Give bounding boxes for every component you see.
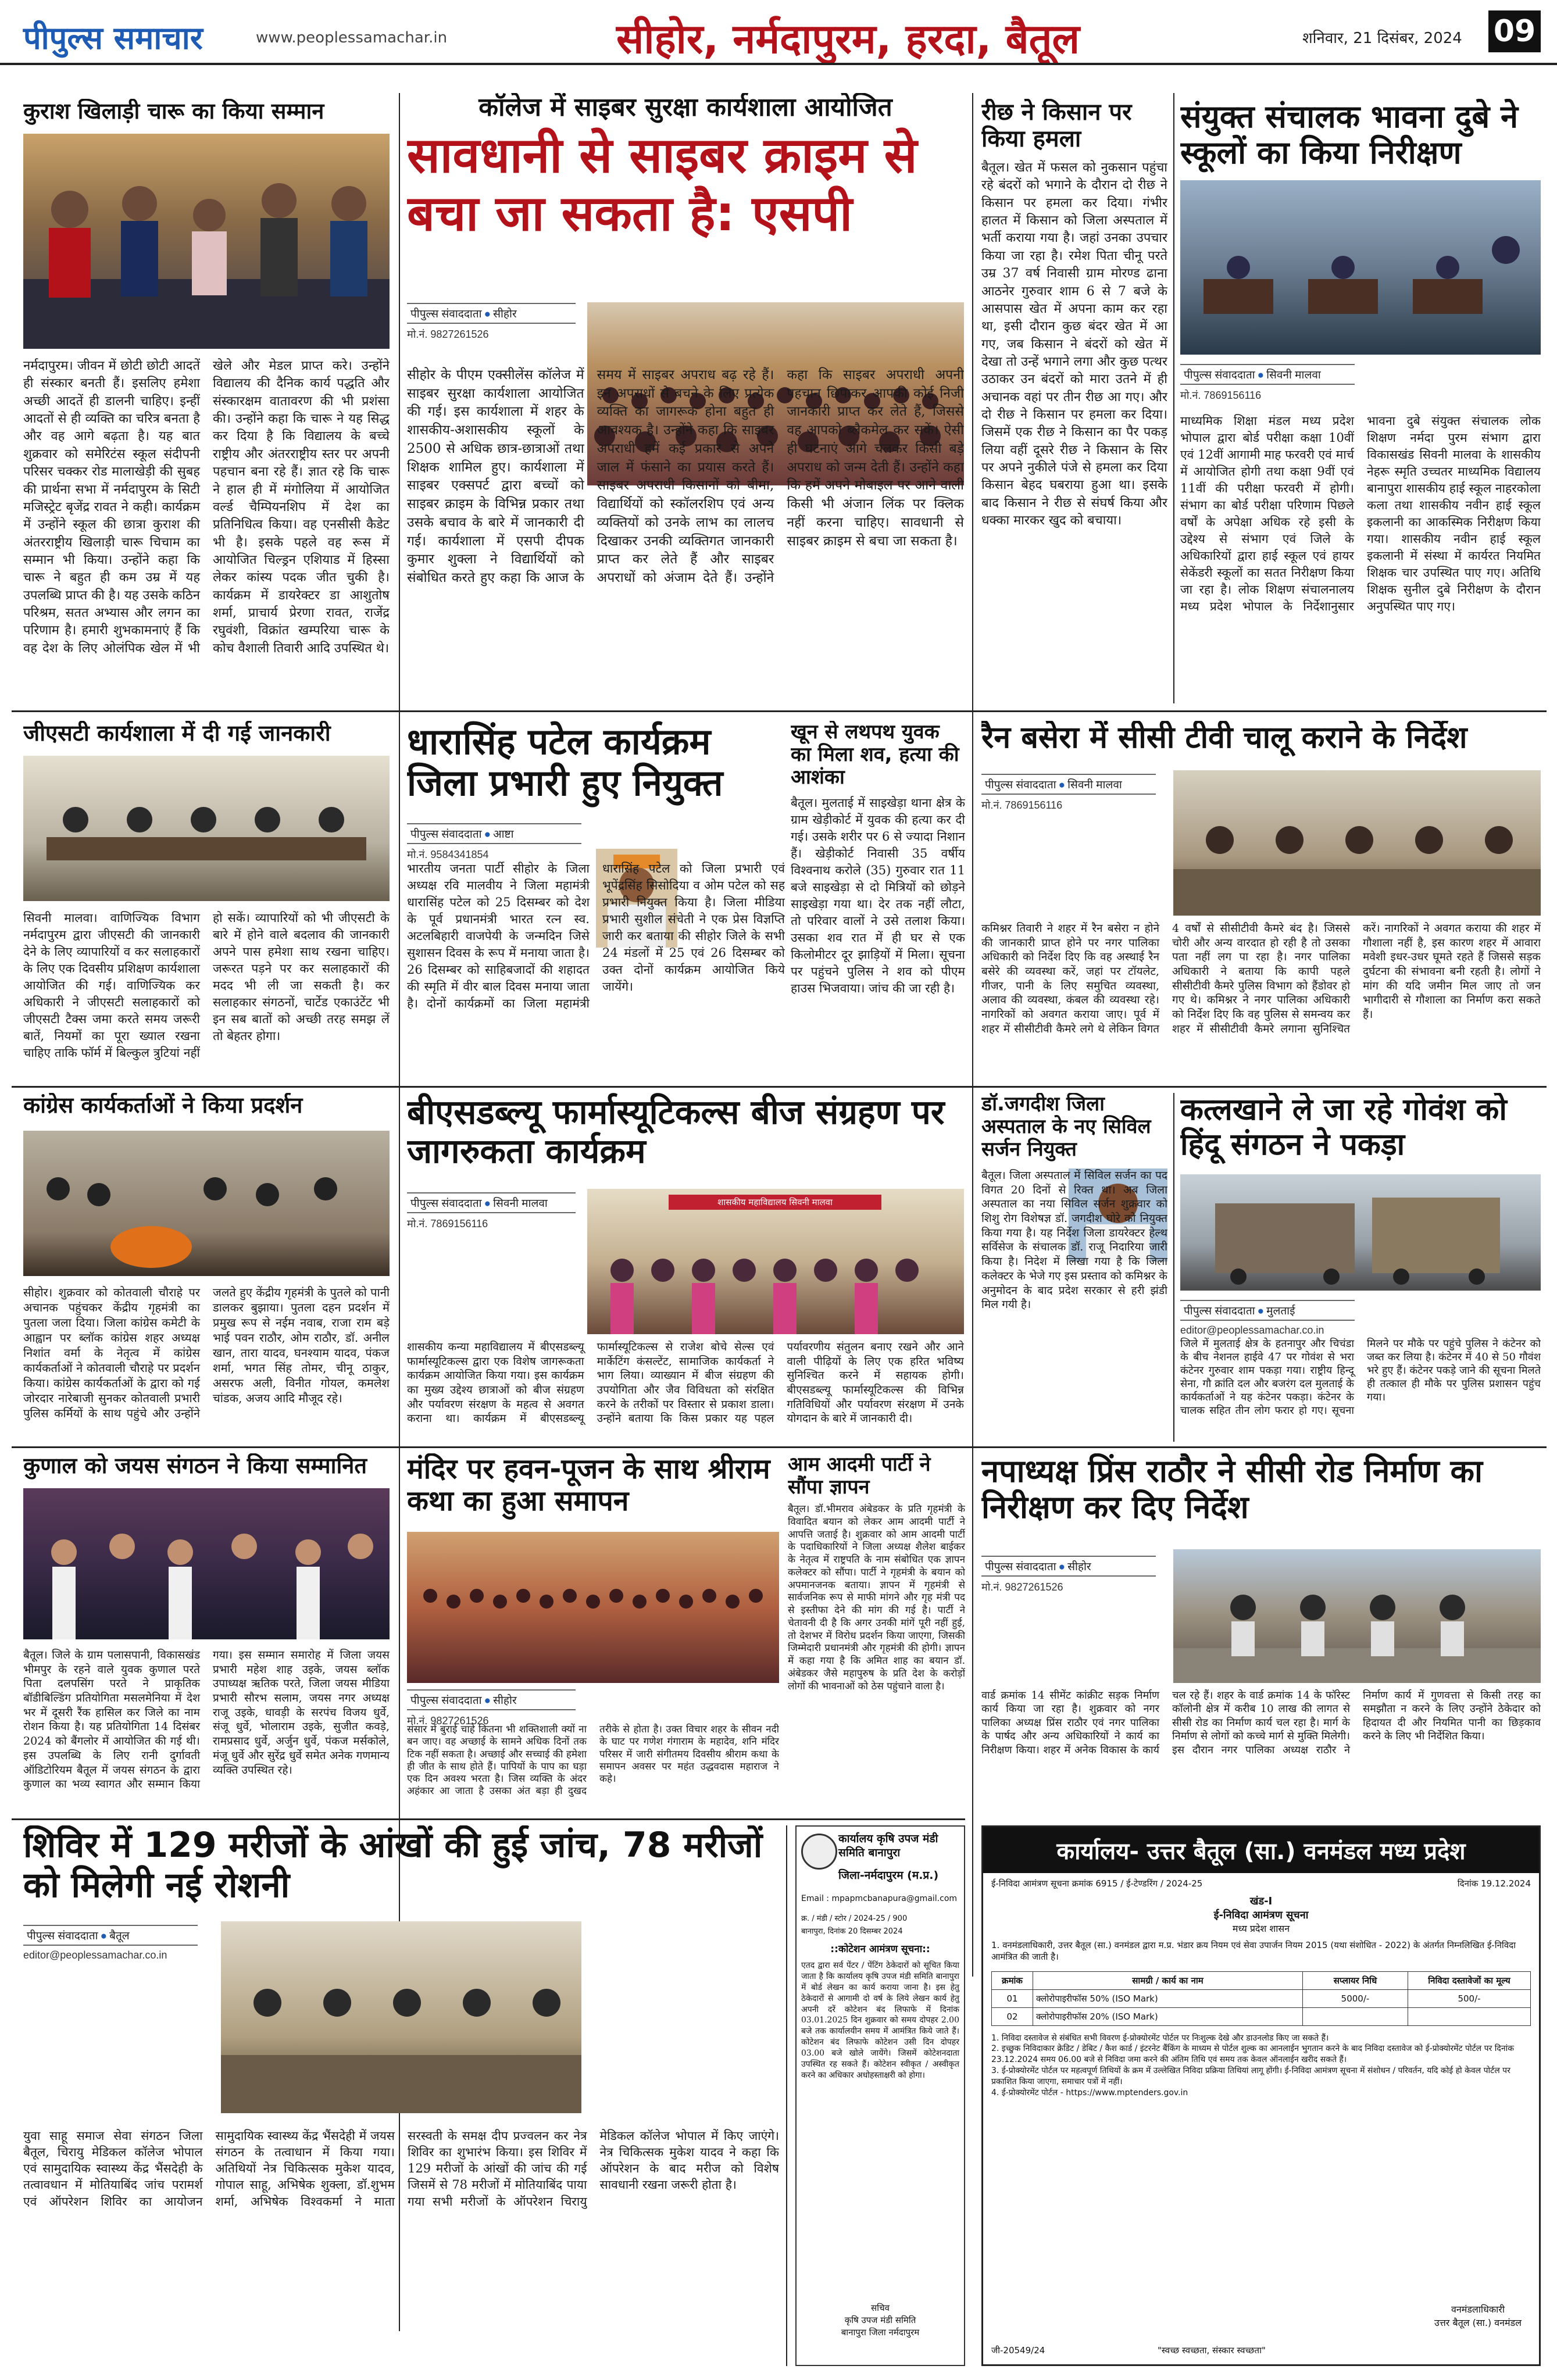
ad-section: खंड-I bbox=[1249, 1895, 1273, 1907]
article-body: बैतूल। जिले के ग्राम पलासपानी, विकासखंड भीमपुर के रहने वाले युवक कुणाल परते पिता दलपसिंग परते ने प्राकृतिक बॉडीबिल्डिंग प्रतियोगिता मसलमेनिया में देश भर में दूसरी रैंक हासिल कर जिले का नाम रोशन किया है। यह प्रतियोगिता 14 दिसंबर 2024 को बैंगलोर में आयोजित की गई थी। इस उपलब्धि के लिए रानी दुर्गावती ऑडिटोरियम बैतूल में जयस संगठन के द्वारा कुणाल का भव्य स्वागत और सम्मान किया गया। इस सम्मान समारोह में जिला जयस प्रभारी महेश शाह उइके, जयस ब्लॉक उपाध्यक्ष ऋतिक परते, जिला जयस मीडिया प्रभारी सौरभ सलाम, जयस नगर अध्यक्ष राजू उइके, धावड़ी के सरपंच विजय धुर्वे, संजू धुर्वे, भोलाराम उइके, सुजीत कवड़े, रामप्रसाद धुर्वे, अर्जुन धुर्वे, पंकज मर्सकोले, मंजू धुर्वे और सुरेंद्र धुर्वे समेत अनेक गणमान्य व्यक्ति उपस्थित रहे। bbox=[23, 1649, 390, 1791]
ad-mandi-quotation bbox=[795, 1825, 965, 2366]
cell-price bbox=[1408, 2007, 1531, 2025]
cell-price: 500/- bbox=[1408, 1989, 1531, 2007]
headline: संयुक्त संचालक भावना दुबे ने स्कूलों का किया निरीक्षण bbox=[1180, 99, 1519, 171]
ad-dateline: बानापुरा, दिनांक 20 दिसम्बर 2024 bbox=[801, 1927, 903, 1936]
headline: कांग्रेस कार्यकर्ताओं ने किया प्रदर्शन bbox=[23, 1093, 303, 1118]
ad-notes bbox=[983, 2029, 1539, 2102]
article-body: संसार में बुराई चाहे कितना भी शक्तिशाली क्यों ना बन जाए। वह अच्छाई के सामने अधिक दिनों तक टिक नहीं सकता है। अच्छाई और सच्चाई की हमेशा ही जीत के साथ होते हैं। पापियों के पाप का घड़ा एक दिन अवश्य भरता है। जिस व्यक्ति के अंदर अहंकार आ जाता है उसका अंत बड़ा ही दुखद तरीके से होता है। उक्त विचार शहर के सीवन नदी के घाट पर गणेश गंगाराम के महादेव, शनि मंदिर परिसर में जारी संगीतमय दिवसीय श्रीराम कथा के समापन अवसर पर महंत उद्धवदास महाराज ने कहे। bbox=[407, 1724, 779, 1797]
ad-sign-2: कृषि उपज मंडी समिति bbox=[844, 2315, 916, 2325]
article-dharasingh bbox=[407, 721, 785, 1081]
article-body: सिवनी मालवा। वाणिज्यिक विभाग नर्मदापुरम द्वारा जीएसटी की जानकारी देने के लिए व्यापारियों व कर सलाहकारों के लिए एक दिवसीय प्रशिक्षण कार्यशाला आयोजित की गई। वाणिज्यिक कर अधिकारी ने जीएसटी सलाहकारों को जीएसटी टैक्स जमा करते समय जरूरी बातें, नियमों का पूरा ख्याल रखना चाहिए ताकि फॉर्म में बिल्कुल त्रुटियां नहीं हो सकें। व्यापारियों को भी जीएसटी के बारे में होने वाले बदलाव की जानकारी अपने पास हमेशा साथ रखना चाहिए। जरूरत पड़ने पर कर सलाहकारों की मदद भी ली जा सकती है। कर सलाहकार संगठनों, चार्टेड एकाउंटेंट भी इन सब बातों को अच्छी तरह समझ लें तो बेहतर होगा। bbox=[23, 911, 390, 1060]
headline: कुराश खिलाड़ी चारू का किया सम्मान bbox=[23, 99, 324, 124]
byline: पीपुल्स संवाददाता ● सीहोर bbox=[407, 1689, 576, 1710]
byline: पीपुल्स संवाददाता ● बैतूल bbox=[23, 1925, 198, 1946]
article-bsw-pharma bbox=[407, 1093, 964, 1442]
photo-road-inspection bbox=[1173, 1549, 1541, 1683]
article-school-inspection bbox=[1180, 99, 1541, 703]
table-row bbox=[992, 1989, 1531, 2007]
note-1: 1. निविदा दस्तावेज से संबंधित सभी विवरण ई-प्रोक्योरमेंट पोर्टल पर निःशुल्क देखे और डाउनलोड किए जा सकते हैं। bbox=[991, 2033, 1329, 2043]
photo-college-group bbox=[587, 1189, 964, 1334]
article-murder bbox=[791, 721, 965, 1081]
article-gst-workshop bbox=[23, 721, 390, 1081]
email[interactable]: editor@peoplessamachar.co.in bbox=[23, 1949, 167, 1961]
photo-classroom bbox=[1180, 180, 1541, 355]
article-body: भारतीय जनता पार्टी सीहोर के जिला अध्यक्ष रवि मालवीय ने जिला महामंत्री धारासिंह पटेल को 25 दिसम्बर को देश के पूर्व प्रधानमंत्री भारत रत्न स्व. अटलबिहारी वाजपेयी के जन्मदिन जिसे सुशासन दिवस के रूप में मनाया जाता है। 26 दिसम्बर को साहिबजादों की शहादत की स्मृति में वीर बाल दिवस मनाया जाता है। दोनों कार्यक्रमों का जिला महामंत्री धारासिंह पटेल को जिला प्रभारी एवं भूपेंद्रसिंह सिसोदिया व ओम पटेल को सह प्रभारी नियुक्त किया है। जिला मीडिया प्रभारी सुशील संचेती ने एक प्रेस विज्ञप्ति जारी कर बताया की सीहोर जिले के सभी 24 मंडलों में 25 एवं 26 दिसम्बर को उक्त दोनों कार्यक्रम आयोजित किये जायेंगे। bbox=[407, 862, 785, 1010]
article-body: बैतूल। डॉ.भीमराव अंबेडकर के प्रति गृहमंत्री के विवादित बयान को लेकर आम आदमी पार्टी ने आपत्ति जताई है। शुक्रवार को आम आदमी पार्टी के पदाधिकारियों ने जिला अध्यक्ष शैलेश बाईकर के नेतृत्व में राष्ट्रपति के नाम संबोधित एक ज्ञापन कलेक्टर को सौंपा। पार्टी ने गृहमंत्री के बयान को अपमानजनक बताया। ज्ञापन में गृहमंत्री से सार्वजनिक रूप से माफी मांगने और गृह मंत्री पद से इस्तीफा देने की मांग की गई है। पार्टी ने चेतावनी दी है कि अगर उनकी मांगें पूरी नहीं हुई, तो देशभर में विरोध प्रदर्शन किया जाएगा, जिसकी जिम्मेदारी प्रधानमंत्री और गृहमंत्री की होगी। ज्ञापन में कहा गया है कि अमित शाह का बयान डॉ. अंबेडकर जैसे महापुरुष के प्रति देश के करोड़ों लोगों की भावनाओं को ठेस पहुंचाने वाला है। bbox=[788, 1503, 965, 1692]
byline: पीपुल्स संवाददाता ● सीहोर bbox=[407, 303, 576, 324]
article-aap-memo bbox=[788, 1453, 965, 1814]
headline: रीछ ने किसान पर किया हमला bbox=[981, 99, 1132, 152]
headline: बीएसडब्ल्यू फार्मास्यूटिकल्स बीज संग्रहण पर जागरुकता कार्यक्रम bbox=[407, 1093, 945, 1171]
ad-title-1: कार्यालय कृषि उपज मंडी समिति बानापुरा bbox=[838, 1832, 938, 1859]
ad-title: कार्यालय- उत्तर बैतूल (सा.) वनमंडल मध्य प्रदेश bbox=[983, 1827, 1539, 1873]
article-body: माध्यमिक शिक्षा मंडल मध्य प्रदेश भोपाल द्वारा बोर्ड परीक्षा कक्षा 10वीं एवं 12वीं आगामी माह फरवरी एवं मार्च में आयोजित होगी तथा कक्षा 9वीं एवं 11वीं की परीक्षा फरवरी में होगी। संभाग का बोर्ड परीक्षा परिणाम पिछले वर्षों के अपेक्षा अधिक रहे इसी के उद्देश्य से संभाग एवं जिले के अधिकारियों द्वारा हाई स्कूल एवं हायर सेकेंडरी स्कूलों का सतत निरीक्षण किया जा रहा है। लोक शिक्षण संचालनालय मध्य प्रदेश भोपाल के निर्देशानुसार भावना दुबे संयुक्त संचालक लोक शिक्षण नर्मदा पुरम संभाग द्वारा विकासखंड सिवनी मालवा के शासकीय नेहरू स्मृति उच्चतर माध्यमिक विद्यालय बानापुरा शासकीय हाई स्कूल नाहरकोला कला तथा शासकीय नवीन हाई स्कूल इकलानी का आकस्मिक निरीक्षण किया गया। शासकीय नवीन हाई स्कूल इकलानी में संस्था में कार्यरत नियमित शिक्षक चार उपस्थित पाए गए। अतिथि शिक्षक सुनील दुबे निरीक्षण के दौरान अनुपस्थित पाए गए। bbox=[1180, 414, 1541, 613]
byline: पीपुल्स संवाददाता ● सिवनी मालवा bbox=[407, 1192, 576, 1213]
article-eye-camp bbox=[23, 1825, 779, 2366]
article-body: वार्ड क्रमांक 14 सीमेंट कांक्रीट सड़क निर्माण कार्य किया जा रहा है। शुक्रवार को नगर पालिका अध्यक्ष प्रिंस राठौर एवं नगर पालिका के पार्षद और अन्य अधिकारियों ने कार्य का निरीक्षण किया। शहर में अनेक विकास के कार्य चल रहे हैं। शहर के वार्ड क्रमांक 14 के फॉरेस्ट कॉलोनी क्षेत्र में करीब 10 लाख की लागत से सीसी रोड का निर्माण कार्य चल रहा है। मार्ग के निर्माण से लोगों को कच्चे मार्ग से मुक्ति मिलेगी। इस दौरान नगर पालिका अध्यक्ष राठौर ने निर्माण कार्य में गुणवत्ता से किसी तरह का समझौता न करने के लिए उन्होंने ठेकेदार को हिदायत दी और नियमित पानी का छिड़काव करने के लिए भी निर्देशित किया। bbox=[981, 1689, 1541, 1756]
th-fund: सप्लायर निधि bbox=[1303, 1971, 1408, 1989]
headline: सावधानी से साइबर क्राइम से बचा जा सकता है: एसपी bbox=[407, 126, 917, 242]
headline: कुणाल को जयस संगठन ने किया सम्मानित bbox=[23, 1453, 367, 1478]
headline: कत्लखाने ले जा रहे गोवंश को हिंदू संगठन ने पकड़ा bbox=[1180, 1093, 1507, 1162]
mobile-number: मो.नं. 9827261526 bbox=[407, 328, 489, 340]
mobile-number: मो.नं. 7869156116 bbox=[407, 1218, 488, 1230]
mobile-number: मो.नं. 9827261526 bbox=[981, 1581, 1063, 1593]
headline: नपाध्यक्ष प्रिंस राठौर ने सीसी रोड निर्माण का निरीक्षण कर दिए निर्देश bbox=[981, 1453, 1483, 1526]
article-bear-attack bbox=[981, 99, 1167, 703]
headline: धारासिंह पटेल कार्यक्रम जिला प्रभारी हुए नियुक्त bbox=[407, 721, 723, 805]
kicker: कॉलेज में साइबर सुरक्षा कार्यशाला आयोजित bbox=[478, 93, 892, 122]
date: शनिवार, 21 दिसंबर, 2024 bbox=[1302, 30, 1462, 47]
people-illustration bbox=[23, 134, 390, 349]
photo-banner: शासकीय महाविद्यालय सिवनी मालवा bbox=[669, 1195, 881, 1210]
article-body: सीहोर के पीएम एक्सीलेंस कॉलेज में साइबर सुरक्षा कार्यशाला आयोजित की गई। इस कार्यशाला में शहर के शासकीय-अशासकीय स्कूलों के 2500 से अधिक छात्र-छात्राओं तथा शिक्षक शामिल हुए। कार्यशाला में साइबर एक्सपर्ट द्वारा बच्चों को साइबर क्राइम के विभिन्न प्रकार तथा उसके बचाव के बारे में जानकारी दी गई। कार्यशाला में एसपी दीपक कुमार शुक्ला ने विद्यार्थियों को संबोधित करते हुए कहा कि आज के समय में साइबर अपराध बढ़ रहे हैं। इन अपराधों से बचने के लिए प्रत्येक व्यक्ति का जागरूक होना बहुत ही आवश्यक है। उन्होंने कहा कि साइबर अपराधी हमें कई प्रकार से अपने जाल में फंसाने का प्रयास करते हैं। साइबर अपराधी किसानों को बीमा, विद्यार्थियों को स्कॉलरशिप एवं अन्य व्यक्तियों को उनके लाभ का लालच दिखाकर उनकी व्यक्तिगत जानकारी प्राप्त कर लेते हैं और साइबर अपराधों को अंजाम देते हैं। उन्होंने कहा कि साइबर अपराधी अपनी पहचान छिपाकर आपकी कोई निजी जानकारी प्राप्त कर लेते हैं, जिससे वह आपको ब्लैकमेल कर सकें। ऐसी ही घटनाएं आगे चलकर किसी बड़े अपराध को जन्म देती हैं। उन्होंने कहा कि हमें अपने मोबाइल पर आने वाली किसी भी अंजान लिंक पर क्लिक नहीं करना चाहिए। सावधानी से साइबर क्राइम से बचा जा सकता है। bbox=[407, 367, 964, 586]
ad-title-2: जिला-नर्मदापुरम (म.प्र.) bbox=[838, 1869, 939, 1882]
photo-kunal-felicitation bbox=[23, 1488, 390, 1639]
ad-email[interactable]: Email : mpapmcbanapura@gmail.com bbox=[801, 1894, 958, 1903]
byline: पीपुल्स संवाददाता ● सिवनी मालवा bbox=[1180, 364, 1355, 385]
article-kunal-honored bbox=[23, 1453, 390, 1814]
headline: रैन बसेरा में सीसी टीवी चालू कराने के निर्देश bbox=[981, 721, 1467, 755]
photo-truck-container bbox=[1180, 1174, 1541, 1291]
mobile-number: मो.नं. 7869156116 bbox=[1180, 389, 1262, 401]
ad-footer-code: जी-20549/24 bbox=[991, 2345, 1045, 2356]
article-cc-road bbox=[981, 1453, 1541, 1814]
photo-award-ceremony bbox=[23, 134, 390, 349]
article-body: बैतूल। खेत में फसल को नुकसान पहुंचा रहे बंदरों को भगाने के दौरान दो रीछ ने किसान पर हमला कर दिया। गंभीर हालत में किसान को जिला अस्पताल में भर्ती कराया गया है। जहां उनका उपचार किया जा रहा है। रमेश पिता चीनू परते उम्र 37 वर्ष निवासी ग्राम मोरण्ड ढाना आठनेर गुरुवार शाम 6 से 7 बजे के आसपास खेत में अपना काम कर रहा था, इसी दौरान कुछ बंदर खेत में आ गए, जब किसान ने बंदरों को खेत में देखा तो उन्हें भगाने लगा और कुछ पत्थर उठाकर उन बंदरों को मारा उतने में ही अचानक वहां पर तीन रीछ आ गए। और दो रीछ ने किसान पर हमला कर दिया। जिसमें एक रीछ ने किसान का पैर पकड़ लिया वहीं दूसरे रीछ ने किसान के सिर पर अपने नुकीले पंजे से हमला कर दिया किसान बेहद घबराया हुआ था। इसके बाद किसान ने रीछ से संघर्ष किया और धक्का मारकर खुद को बचाया। bbox=[981, 160, 1167, 528]
page-number: 09 bbox=[1488, 10, 1541, 52]
mobile-number: मो.नं. 9827261526 bbox=[407, 1715, 489, 1727]
article-body: नर्मदापुरम। जीवन में छोटी छोटी आदतें ही संस्कार बनती हैं। इसलिए हमेशा अच्छी आदतें ही डालनी चाहिए। इन्हीं आदतों से ही व्यक्ति का चरित्र बनता है और वह आगे बढ़ता है। यह बात शुक्रवार को समेरिटंस स्कूल संदीपनी परिसर चक्कर रोड मालाखेड़ी की सुबह की प्रार्थना सभा में नर्मदापुरम के सिटी मजिस्ट्रेट बृजेंद्र रावत ने कही। कार्यक्रम में उन्होंने स्कूल की छात्रा कुराश की अंतरराष्ट्रीय खिलाड़ी चारू चिचाम का सम्मान भी किया। उन्होंने कहा कि चारू ने बहुत ही कम उम्र में यह उपलब्धि प्राप्त की है। यह उसके कठिन परिश्रम, सतत अभ्यास और लगन का परिणाम है। हमारी शुभकामनाएं हैं कि वह देश के लिए ओलंपिक खेल में भी खेले और मेडल प्राप्त करे। उन्होंने विद्यालय की दैनिक कार्य पद्धति और संस्कारक्षम वातावरण की भी प्रशंसा की। उन्होंने कहा कि चारू ने यह सिद्ध कर दिया है कि विद्यालय के बच्चे राष्ट्रीय और अंतरराष्ट्रीय स्तर पर अपनी पहचान बना रहे हैं। ज्ञात रहे कि चारू ने हाल ही में मंगोलिया में आयोजित वर्ल्ड चैम्पियनशिप में देश का प्रतिनिधित्व किया। वह एनसीसी कैडेट भी है। इसके पहले वह रूस में आयोजित चिल्ड्रन एशियाड में हिस्सा लेकर कांस्य पदक जीत चुकी है। कार्यक्रम में डायरेक्टर डा आशुतोष शर्मा, प्राचार्य प्रेरणा रावत, राजेंद्र रघुवंशी, विक्रांत खम्परिया चारू के कोच वैशाली तिवारी आदि उपस्थित थे। bbox=[23, 359, 390, 656]
th-no: क्रमांक bbox=[992, 1971, 1033, 1989]
note-4[interactable]: 4. ई-प्रोक्योरमेंट पोर्टल - https://www.mptenders.gov.in bbox=[991, 2088, 1188, 2097]
website-link[interactable]: www.peoplessamachar.in bbox=[256, 29, 448, 47]
mobile-number: मो.नं. 7869156116 bbox=[981, 799, 1063, 811]
byline: पीपुल्स संवाददाता ● सिवनी मालवा bbox=[981, 774, 1156, 795]
photo-commissioner-meeting bbox=[1173, 770, 1541, 916]
article-cyber-security bbox=[407, 93, 964, 703]
headline: मंदिर पर हवन-पूजन के साथ श्रीराम कथा का हुआ समापन bbox=[407, 1453, 770, 1518]
mobile-number: मो.नं. 9584341854 bbox=[407, 849, 489, 860]
cell-no: 01 bbox=[992, 1989, 1033, 2007]
article-body: कमिश्नर तिवारी ने शहर में रैन बसेरा न होने की जानकारी प्राप्त होने पर नगर पालिका अधिकारी को निर्देश दिए कि वह अस्थाई रैन बसेरे की व्यवस्था करें, जहां पर टॉयलेट, गीजर, पानी के लिए समुचित व्यवस्था, अलाव की व्यवस्था, कंबल की व्यवस्था रहे। नागरिकों को अवगत कराया जाए। पूर्व में शहर में सीसीटीवी कैमरे लगे थे लेकिन विगत 4 वर्षों से सीसीटीवी कैमरे बंद है। जिससे चोरी और अन्य वारदात हो रही है तो उसका पता नहीं लग पा रहा है। नगर पालिका अधिकारी ने बताया कि कापी पहले सीसीटीवी कैमरे पुलिस विभाग को हैंडोवर हो गए थे। कमिश्नर ने नगर पालिका अधिकारी को निर्देश दिए कि वह पुलिस से समन्वय कर शहर में सीसीटीवी कैमरे लगाना सुनिश्चित करें। नागरिकों ने अवगत कराया की शहर में गौशाला नहीं है, इस कारण शहर में आवारा मवेशी इधर-उधर घूमते रहते हैं जिससे सड़क दुर्घटना की संभावना बनी रहती है। लोगों ने मांग की यदि जमीन मिल जाए तो जन भागीदारी से गौशाला का निर्माण करा सकते हैं। bbox=[981, 922, 1541, 1035]
note-3: 3. ई-प्रोक्योरमेंट पोर्टल पर महत्वपूर्ण तिथियों के क्रम में उल्लेखित निविदा प्रक्रिया तिथियां लागू होंगी। ई-निविदा आमंत्रण सूचना में संशोधन / परिवर्तन, यदि कोई हो केवल पोर्टल पर प्रकाशित किया जाएगा, समाचार पत्रों में नहीं। bbox=[991, 2066, 1510, 2087]
headline: खून से लथपथ युवक का मिला शव, हत्या की आशंका bbox=[791, 721, 959, 789]
cell-no: 02 bbox=[992, 2007, 1033, 2025]
headline: जीएसटी कार्यशाला में दी गई जानकारी bbox=[23, 721, 331, 746]
byline: पीपुल्स संवाददाता ● मुलताई bbox=[1180, 1300, 1355, 1321]
photo-eye-camp bbox=[221, 1921, 581, 2113]
article-congress-protest bbox=[23, 1093, 390, 1442]
article-cattle-rescue bbox=[1180, 1093, 1541, 1442]
note-2: 2. इच्छुक निविदाकार क्रेडिट / डेबिट / कैश कार्ड / इंटरनेट बैंकिंग के माध्यम से पोर्टल शुल्क का आनलाईन भुगतान करने के बाद निविदा दस्तावेज को ई-प्रोक्योरमेंट पोर्टल पर दिनांक 23.12.2024 समय 06.00 बजे से निविदा जमा करने की अंतिम तिथि एवं समय तक केवल ऑनलाईन खरीद सकते हैं। bbox=[991, 2044, 1514, 2065]
ad-sign-1: वनमंडलाधिकारी bbox=[1451, 2304, 1505, 2315]
ad-sign-2: उत्तर बैतूल (सा.) वनमंडल bbox=[1434, 2317, 1522, 2328]
ad-forest-tender bbox=[981, 1825, 1541, 2366]
article-kurash bbox=[23, 99, 390, 709]
photo-gst-meeting bbox=[23, 756, 390, 901]
article-night-shelter bbox=[981, 721, 1541, 1081]
article-civil-surgeon bbox=[981, 1093, 1167, 1442]
headline: आम आदमी पार्टी ने सौंपा ज्ञापन bbox=[788, 1453, 931, 1499]
ad-sign-1: सचिव bbox=[871, 2303, 890, 2313]
article-body: बैतूल। मुलताई में साइखेड़ा थाना क्षेत्र के ग्राम खेड़ीकोर्ट में युवक की हत्या कर दी गई। उसके शरीर पर 6 से ज्यादा निशान हैं। खेड़ीकोर्ट निवासी 35 वर्षीय विश्वनाथ करोले (35) गुरुवार रात 11 बजे साइखेड़ा से दो मित्रियों को छोड़ने साइखेड़ा गया था। देर तक नहीं लौटा, तो परिवार वालों ने उसे तलाश किया। उसका शव रात में ही घर से एक किलोमीटर दूर झाड़ियों में मिला। सूचना पर पहुंचने पुलिस ने शव को पीएम हाउस भिजवाया। जांच की जा रही है। bbox=[791, 796, 965, 995]
mandi-emblem bbox=[801, 1834, 837, 1870]
email[interactable]: editor@peoplessamachar.co.in bbox=[1180, 1324, 1324, 1336]
article-body: बैतूल। जिला अस्पताल में सिविल सर्जन का पद विगत 20 दिनों से रिक्त था। अब जिला अस्पताल का नया सिविल सर्जन शुक्रवार को शिशु रोग विशेषज्ञ डॉ. जगदीश घोरे को नियुक्त किया गया है। यह निर्देश जिला डायरेक्टर हेल्थ सर्विसेज के संचालक डॉ. राजू निदारिया जारी किया है। निदेश में लिखा गया है कि जिला कलेक्टर के भेजे गए इस प्रस्ताव को कमिश्नर के अनुमोदन के बाद प्रदेश सरकार से हरी झंडी मिल गयी है। bbox=[981, 1169, 1167, 1311]
ad-intro: 1. वनमंडलाधिकारी, उत्तर बैतूल (सा.) वनमंडल द्वारा म.प्र. भंडार क्रय नियम एवं सेवा उपार्जन नियम 2015 (यथा संशोधित - 2022) के अंतर्गत निम्नलिखित ई-निविदा आमंत्रित की जाती है। bbox=[991, 1940, 1516, 1963]
ad-ref: ई-निविदा आमंत्रण सूचना क्रमांक 6915 / ई-टेण्डरिंग / 2024-25 bbox=[991, 1878, 1203, 1889]
cell-name: क्लोरोपाइरीफॉस 50% (ISO Mark) bbox=[1033, 1989, 1303, 2007]
ad-date: दिनांक 19.12.2024 bbox=[1457, 1878, 1531, 1889]
logo: पीपुल्स समाचार bbox=[23, 20, 203, 56]
byline: पीपुल्स संवाददाता ● सीहोर bbox=[981, 1556, 1156, 1577]
ad-ref: क्र. / मंडी / स्टोर / 2024-25 / 900 bbox=[801, 1914, 908, 1923]
article-body: जिले में मुलताई क्षेत्र के हतनापुर और चिचंडा के बीच नेशनल हाईवे 47 पर गोवंश से भरा कंटेनर गुरुवार शाम पकड़ा गया। राष्ट्रीय हिन्दू सेना, गौ क्रांति दल और बजरंग दल मुलताई के कार्यकर्ताओं ने यह कंटेनर पकड़ा। कंटेनर के चालक सहित तीन लोग फरार हो गए। सूचना मिलने पर मौके पर पहुंचे पुलिस ने कंटेनर को जब्त कर लिया है। कंटेनर में 40 से 50 गौवंश भरे हुए हैं। कंटेनर पकड़े जाने की सूचना मिलते ही तत्काल ही मौके पर पुलिस प्रशासन पहुंच गया। bbox=[1180, 1338, 1541, 1417]
masthead bbox=[0, 0, 1557, 65]
ad-notice-title: ::कोटेशन आमंत्रण सूचना:: bbox=[830, 1943, 930, 1955]
headline: डॉ.जगदीश जिला अस्पताल के नए सिविल सर्जन नियुक्त bbox=[981, 1093, 1151, 1162]
cell-fund bbox=[1303, 2007, 1408, 2025]
tender-table bbox=[991, 1971, 1531, 2026]
photo-katha-crowd bbox=[407, 1532, 779, 1683]
cell-name: क्लोरोपाइरीफॉस 20% (ISO Mark) bbox=[1033, 2007, 1303, 2025]
headline: शिविर में 129 मरीजों के आंखों की हुई जांच, 78 मरीजों को मिलेगी नई रोशनी bbox=[23, 1825, 763, 1906]
th-price: निविदा दस्तावेजों का मूल्य bbox=[1408, 1971, 1531, 1989]
ad-subtitle-1: ई-निविदा आमंत्रण सूचना bbox=[1213, 1909, 1309, 1921]
cell-fund: 5000/- bbox=[1303, 1989, 1408, 2007]
ad-subtitle-2: मध्य प्रदेश शासन bbox=[1232, 1923, 1290, 1934]
table-row bbox=[992, 2007, 1531, 2025]
photo-effigy-burning bbox=[23, 1131, 390, 1276]
section-title: सीहोर, नर्मदापुरम, हरदा, बैतूल bbox=[616, 15, 1080, 63]
article-body: शासकीय कन्या महाविद्यालय में बीएसडब्ल्यू फार्मास्यूटिकल्स द्वारा एक विशेष जागरूकता कार्यक्रम आयोजित किया गया। इस कार्यक्रम का मुख्य उद्देश्य छात्राओं को बीज संग्रहण और पर्यावरण संरक्षण के महत्व से अवगत कराना था। कार्यक्रम में बीएसडब्ल्यू फार्मास्यूटिकल्स से राजेश बोचे सेल्स एवं मार्केटिंग कंसल्टेंट, सामाजिक कार्यकर्ता ने भाग लिया। व्याख्यान में बीज संग्रहण की उपयोगिता और जैव विविधता को संरक्षित करने के तरीकों पर विस्तार से प्रकाश डाला। उन्होंने बताया कि किस प्रकार यह पहल पर्यावरणीय संतुलन बनाए रखने और आने वाली पीढ़ियों के लिए एक हरित भविष्य सुनिश्चित करने में सहायक होगी। बीएसडब्ल्यू फार्मास्यूटिकल्स की विभिन्न गतिविधियों और पर्यावरण संरक्षण में उनके योगदान के बारे में जानकारी दी। bbox=[407, 1341, 964, 1425]
ad-body: एतद द्वारा सर्व पेंटर / पेंटिंग ठेकेदारों को सूचित किया जाता है कि कार्यालय कृषि उपज मंडी समिति बानापुरा में बोर्ड लेखन का कार्य कराया जाना है। इस हेतु ठेकेदारों से आगामी दो वर्ष के लिये लेखन कार्य हेतु अपनी दरें कोटेशन बंद लिफाफे में दिनांक 03.01.2025 दिन शुक्रवार को समय दोपहर 2.00 बजे तक कार्यालयीन समय में आमंत्रित किये जाते हैं। कोटेशन बंद लिफाफे कोटेशन उसी दिन दोपहर 03.00 बजे खोले जायेंगे। जिसमें कोटेशनदाता उपस्थित रह सकते हैं। कोटेशन स्वीकृत / अस्वीकृत करने का अधिकार अधोहस्ताक्षरी को होगा। bbox=[801, 1961, 959, 2080]
byline: पीपुल्स संवाददाता ● आष्टा bbox=[407, 823, 581, 844]
article-body: युवा साहू समाज सेवा संगठन जिला बैतूल, चिरायु मेडिकल कॉलेज भोपाल एवं सामुदायिक स्वास्थ्य केंद्र भैंसदेही के तत्वावधान में मोतियाबिंद जांच परामर्श एवं ऑपरेशन शिविर का आयोजन सामुदायिक स्वास्थ्य केंद्र भैंसदेही में जयस संगठन के तत्वाधान में किया गया। अतिथियों नेत्र चिकित्सक मुकेश यादव, गोपाल साहू, अभिषेक शुक्ला, डॉ.शुभम शर्मा, अभिषेक विश्वकर्मा ने माता सरस्वती के समक्ष दीप प्रज्वलन कर नेत्र शिविर का शुभारंभ किया। इस शिविर में 129 मरीजों के आंखों की जांच की गई जिसमें से 78 मरीजों में मोतियाबिंद पाया गया सभी मरीजों के ऑपरेशन चिरायु मेडिकल कॉलेज भोपाल में किए जाएंगे। नेत्र चिकित्सक मुकेश यादव ने कहा कि ऑपरेशन के बाद मरीज को विशेष सावधानी रखना जरूरी होता है। bbox=[23, 2129, 779, 2209]
article-body: सीहोर। शुक्रवार को कोतवाली चौराहे पर अचानक पहुंचकर केंद्रीय गृहमंत्री का पुतला जला दिया। जिला कांग्रेस कमेटी के आह्वान पर ब्लॉक कांग्रेस शहर अध्यक्ष निशांत वर्मा के नेतृत्व में कांग्रेस कार्यकर्ताओं ने कोतवाली चौराहे पर प्रदर्शन किया। कांग्रेस कार्यकर्ताओं के द्वारा को गई जोरदार नारेबाजी सुनकर कोतवाली प्रभारी पुलिस कर्मियों के साथ पहुंचे और उन्होंने जलते हुए केंद्रीय गृहमंत्री के पुतले को पानी डालकर बुझाया। पुतला दहन प्रदर्शन में प्रमुख रूप से नईम नवाब, राजा राम बड़े भाई पवन राठौर, ओम राठौर, डॉ. अनील खान, तारा यादव, घनश्याम यादव, पंकज शर्मा, भगत सिंह तोमर, चीनू ठाकुर, असरफ अली, विनीत गोयल, कमलेश चांडक, अजय आदि मौजूद रहे। bbox=[23, 1285, 390, 1420]
ad-sign-3: बानापुरा जिला नर्मदापुरम bbox=[841, 2327, 920, 2338]
ad-footer-slogan: "स्वच्छ स्वच्छता, संस्कार स्वच्छता" bbox=[1158, 2345, 1266, 2356]
th-name: सामग्री / कार्य का नाम bbox=[1033, 1971, 1303, 1989]
article-ram-katha bbox=[407, 1453, 779, 1814]
